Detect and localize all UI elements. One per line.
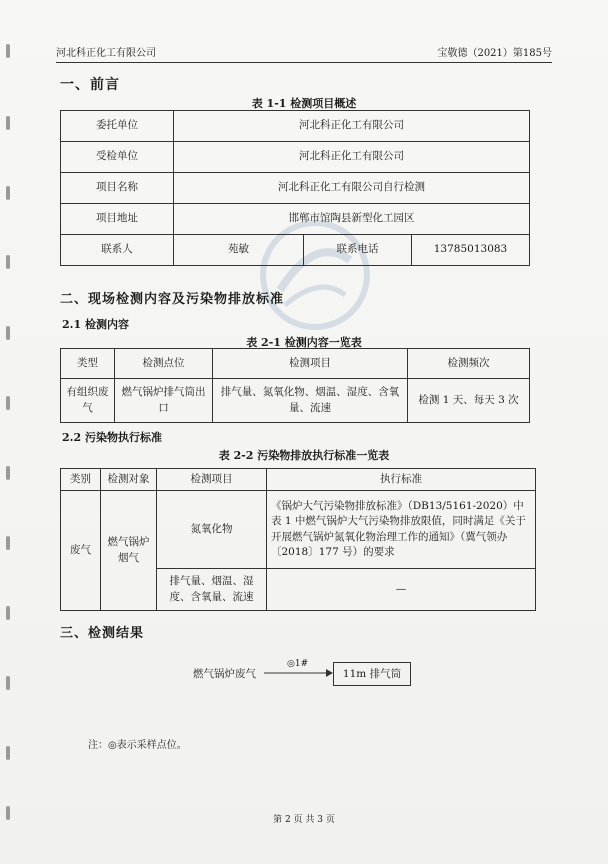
subsection-2-2-title: 2.2 污染物执行标准 bbox=[62, 431, 162, 444]
cell-object: 燃气锅炉烟气 bbox=[101, 491, 157, 611]
project-overview-table bbox=[60, 110, 530, 266]
column-header: 检测频次 bbox=[408, 349, 530, 379]
phone-value: 13785013083 bbox=[412, 235, 530, 266]
column-header: 类型 bbox=[61, 349, 115, 379]
table-row bbox=[61, 235, 530, 266]
cell-item: 氮氧化物 bbox=[157, 491, 267, 569]
column-header: 执行标准 bbox=[267, 469, 536, 491]
cell-items: 排气量、氮氧化物、烟温、湿度、含氧量、流速 bbox=[213, 379, 408, 423]
binding-hole bbox=[6, 606, 10, 620]
cell-standard: 《锅炉大气污染物排放标准》（DB13/5161-2020）中表 1 中燃气锅炉大气污染物排放限值，同时满足《关于开展燃气锅炉氮氧化物治理工作的通知》（冀气领办〔2018〕177 号）的要求 bbox=[267, 491, 536, 569]
table-row bbox=[61, 111, 530, 142]
cell-frequency: 检测 1 天、每天 3 次 bbox=[408, 379, 530, 423]
binding-hole bbox=[6, 116, 10, 130]
table-header-row bbox=[61, 469, 536, 491]
column-header: 类别 bbox=[61, 469, 101, 491]
section-1-title: 一、前言 bbox=[60, 77, 120, 93]
sampling-point-label: ◎1# bbox=[287, 659, 309, 669]
binding-hole bbox=[6, 536, 10, 550]
table-2-caption: 表 2-1 检测内容一览表 bbox=[246, 336, 362, 349]
row-value: 邯郸市馆陶县新型化工园区 bbox=[174, 204, 530, 235]
table-row bbox=[61, 379, 530, 423]
contact-value: 苑敏 bbox=[174, 235, 304, 266]
flow-arrow-icon bbox=[264, 667, 334, 679]
binding-hole bbox=[6, 326, 10, 340]
contact-label: 联系人 bbox=[61, 235, 174, 266]
row-value: 河北科正化工有限公司自行检测 bbox=[174, 173, 530, 204]
table-header-row bbox=[61, 349, 530, 379]
column-header: 检测项目 bbox=[157, 469, 267, 491]
binding-hole bbox=[6, 255, 10, 269]
table-row bbox=[61, 142, 530, 173]
page-header bbox=[56, 44, 552, 63]
emission-standard-table bbox=[60, 468, 536, 611]
cell-category: 废气 bbox=[61, 491, 101, 611]
cell-type: 有组织废气 bbox=[61, 379, 115, 423]
table-row bbox=[61, 204, 530, 235]
note-text: 注：◎表示采样点位。 bbox=[88, 740, 187, 751]
row-label: 委托单位 bbox=[61, 111, 174, 142]
table-row bbox=[61, 491, 536, 569]
column-header: 检测项目 bbox=[213, 349, 408, 379]
header-company: 河北科正化工有限公司 bbox=[56, 48, 156, 59]
table-3-caption: 表 2-2 污染物排放执行标准一览表 bbox=[218, 449, 390, 462]
binding-hole bbox=[6, 676, 10, 690]
flow-source-label: 燃气锅炉废气 bbox=[193, 668, 256, 680]
cell-point: 燃气锅炉排气筒出口 bbox=[115, 379, 213, 423]
section-2-title: 二、现场检测内容及污染物排放标准 bbox=[60, 292, 285, 307]
table-row bbox=[61, 173, 530, 204]
cell-standard: — bbox=[267, 569, 536, 611]
binding-hole bbox=[6, 746, 10, 760]
row-label: 受检单位 bbox=[61, 142, 174, 173]
binding-hole bbox=[6, 466, 10, 480]
exhaust-stack-box: 11m 排气筒 bbox=[333, 662, 411, 686]
cell-item: 排气量、烟温、湿度、含氧量、流速 bbox=[157, 569, 267, 611]
inspection-content-table bbox=[60, 348, 530, 423]
row-label: 项目地址 bbox=[61, 204, 174, 235]
row-value: 河北科正化工有限公司 bbox=[174, 111, 530, 142]
section-3-title: 三、检测结果 bbox=[60, 626, 145, 641]
binding-hole bbox=[6, 44, 10, 58]
header-report-number: 宝敬德（2021）第185号 bbox=[437, 48, 552, 59]
row-label: 项目名称 bbox=[61, 173, 174, 204]
column-header: 检测对象 bbox=[101, 469, 157, 491]
binding-hole bbox=[6, 396, 10, 410]
page-number: 第 2 页 共 3 页 bbox=[273, 815, 335, 825]
phone-label: 联系电话 bbox=[304, 235, 412, 266]
table-1-caption: 表 1-1 检测项目概述 bbox=[251, 97, 357, 110]
binding-hole bbox=[6, 186, 10, 200]
subsection-2-1-title: 2.1 检测内容 bbox=[62, 318, 129, 331]
row-value: 河北科正化工有限公司 bbox=[174, 142, 530, 173]
column-header: 检测点位 bbox=[115, 349, 213, 379]
